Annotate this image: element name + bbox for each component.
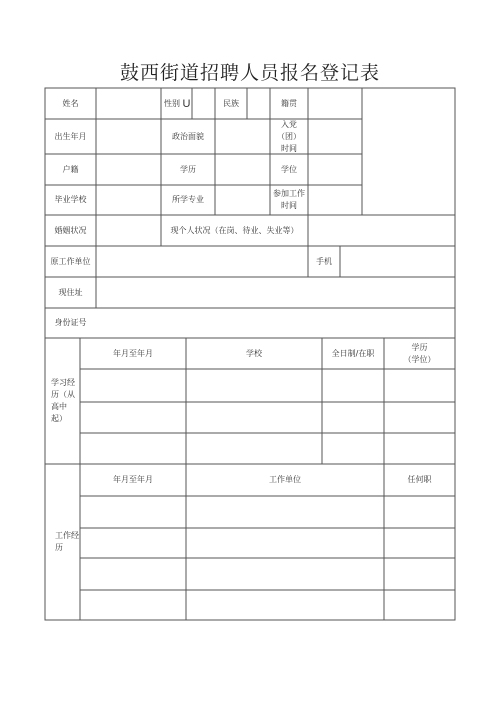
label-political: 政治面貌 xyxy=(172,131,204,141)
work-col-position: 任何职 xyxy=(407,475,432,484)
label-party-line1: 入党 xyxy=(281,119,297,129)
label-marital: 婚姻状况 xyxy=(54,225,87,235)
label-work-start-line1: 参加工作 xyxy=(273,189,305,198)
study-col-education-line2: （学位） xyxy=(403,354,436,364)
label-hukou: 户籍 xyxy=(62,164,79,174)
label-birth: 出生年月 xyxy=(54,131,87,141)
label-major: 所学专业 xyxy=(172,195,204,204)
label-mobile: 手机 xyxy=(316,256,332,266)
study-label-line2: 历（从 xyxy=(51,390,75,399)
study-col-education xyxy=(384,338,455,369)
label-party-line3: 时间 xyxy=(281,143,297,153)
study-col-school: 学校 xyxy=(246,348,262,358)
label-work-start-line2: 时间 xyxy=(281,201,297,210)
label-ethnicity: 民族 xyxy=(223,98,239,108)
label-native-place: 籍贯 xyxy=(281,98,297,108)
study-section-label xyxy=(45,338,80,464)
study-col-education-line1: 学历 xyxy=(411,342,428,352)
label-party-line2: （团） xyxy=(277,131,301,141)
work-section-label xyxy=(45,464,80,620)
label-current-status: 现个人状况（在岗、待业、失业等） xyxy=(170,225,299,235)
work-label-line2: 历 xyxy=(55,543,63,552)
label-former-employer: 原工作单位 xyxy=(50,256,91,266)
study-col-period: 年月至年月 xyxy=(113,348,153,358)
study-col-mode: 全日制/在职 xyxy=(331,348,375,358)
label-school: 毕业学校 xyxy=(54,195,87,204)
label-party-date xyxy=(270,119,308,154)
gender-mark: U xyxy=(182,97,191,110)
label-address: 现住址 xyxy=(58,287,83,297)
page-title: 鼓西街道招聘人员报名登记表 xyxy=(119,62,380,84)
study-label-line3: 高中 xyxy=(51,402,67,411)
label-degree: 学位 xyxy=(281,164,297,174)
study-label-line4: 起） xyxy=(51,414,67,423)
label-gender: 性别 xyxy=(164,98,180,108)
label-id-number: 身份证号 xyxy=(54,318,87,327)
label-name: 姓名 xyxy=(62,98,79,108)
work-col-employer: 工作单位 xyxy=(269,475,301,484)
work-col-period: 年月至年月 xyxy=(113,475,153,484)
label-education: 学历 xyxy=(180,164,196,174)
work-label-line1: 工作经 xyxy=(55,531,79,540)
label-work-start xyxy=(270,185,308,215)
study-label-line1: 学习经 xyxy=(51,378,75,387)
